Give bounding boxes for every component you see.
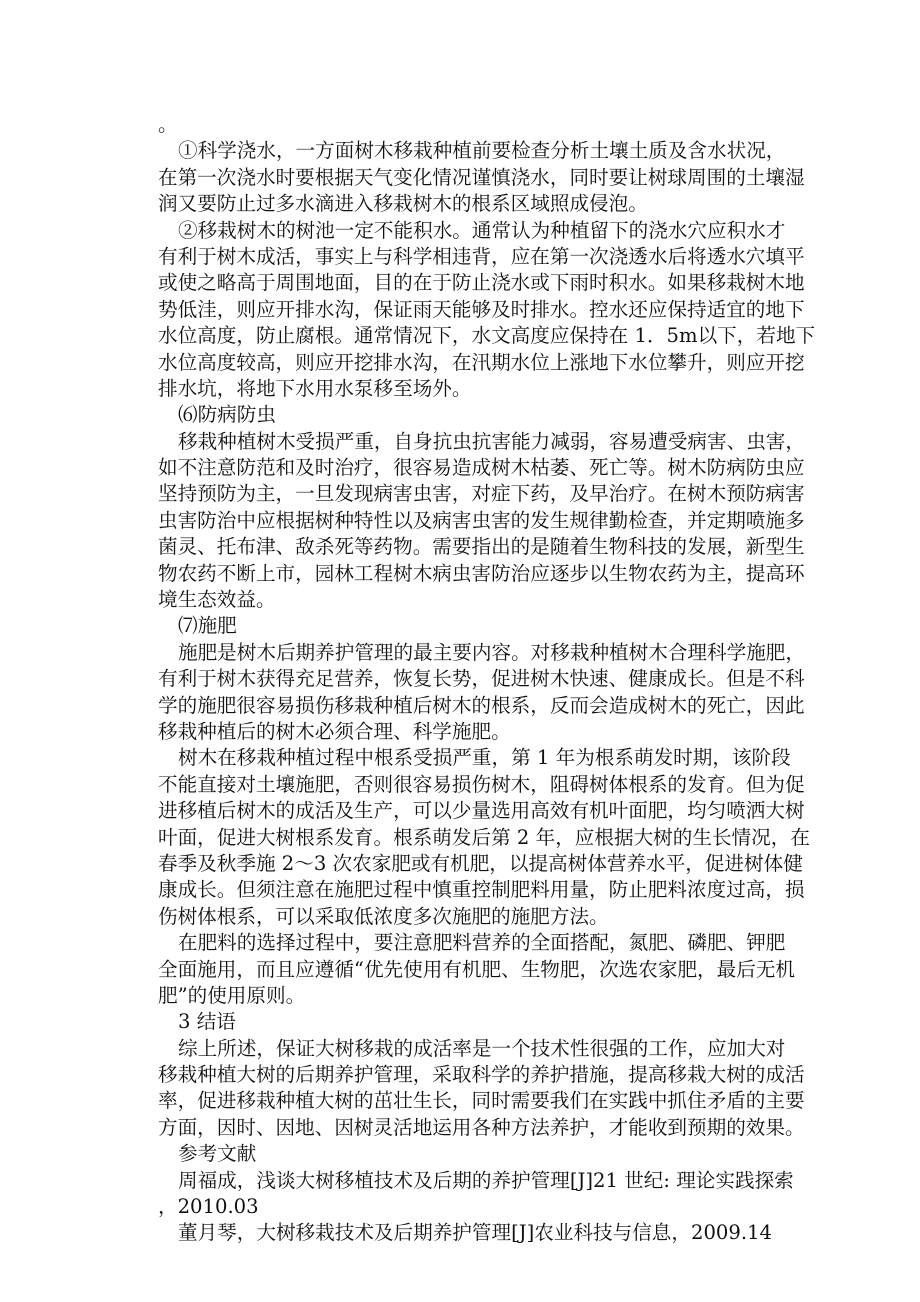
text-line: 有利于树木获得充足营养，恢复长势，促进树木快速、健康成长。但是不科 (158, 667, 805, 691)
text-line: 全面施用，而且应遵循“优先使用有机肥、生物肥，次选农家肥，最后无机 (158, 957, 796, 981)
section-heading: ⑺施肥 (178, 614, 237, 638)
section-heading: ⑹防病防虫 (178, 403, 276, 427)
text-line: 率，促进移栽种植大树的茁壮生长，同时需要我们在实践中抓住矛盾的主要 (158, 1089, 805, 1113)
text-line: 物农药不断上市，园林工程树木病虫害防治应逐步以生物农药为主，提高环 (158, 561, 805, 585)
text-line: 叶面，促进大树根系发育。根系萌发后第 2 年，应根据大树的生长情况，在 (158, 825, 810, 849)
text-line: 菌灵、托布津、敌杀死等药物。需要指出的是随着生物科技的发展，新型生 (158, 535, 805, 559)
text-line: 水位高度较高，则应开挖排水沟，在汛期水位上涨地下水位攀升，则应开挖 (158, 350, 805, 374)
text-line: 有利于树木成活，事实上与科学相违背，应在第一次浇透水后将透水穴填平 (158, 244, 805, 268)
text-line: 水位高度，防止腐根。通常情况下，水文高度应保持在 1．5m以下，若地下 (158, 324, 816, 348)
text-line: 方面，因时、因地、因树灵活地运用各种方法养护，才能收到预期的效果。 (158, 1115, 805, 1139)
paragraph-first-line: ②移栽树木的树池一定不能积水。通常认为种植留下的浇水穴应积水才 (178, 218, 786, 242)
text-line: 移栽种植大树的后期养护管理，采取科学的养护措施，提高移栽大树的成活 (158, 1063, 805, 1087)
text-line: 伤树体根系，可以采取低浓度多次施肥的施肥方法。 (158, 904, 609, 928)
text-line: 如不注意防范和及时治疗，很容易造成树木枯萎、死亡等。树木防病防虫应 (158, 456, 805, 480)
paragraph-first-line: 移栽种植树木受损严重，自身抗虫抗害能力减弱，容易遭受病害、虫害， (178, 429, 805, 453)
paragraph-first-line: 施肥是树木后期养护管理的最主要内容。对移栽种植树木合理科学施肥， (178, 640, 805, 664)
reference-item: 周福成，浅谈大树移植技术及后期的养护管理[J]21 世纪: 理论实践探索 (178, 1168, 794, 1192)
text-line: 移栽种植后的树木必须合理、科学施肥。 (158, 719, 511, 743)
references-heading: 参考文献 (178, 1142, 257, 1166)
text-line: 润又要防止过多水滴进入移栽树木的根系区域照成侵泡。 (158, 192, 648, 216)
paragraph-first-line: 在肥料的选择过程中，要注意肥料营养的全面搭配，氮肥、磷肥、钾肥 (178, 931, 786, 955)
paragraph-first-line: 树木在移栽种植过程中根系受损严重，第 1 年为根系萌发时期，该阶段 (178, 746, 791, 770)
text-line: 春季及秋季施 2～3 次农家肥或有机肥，以提高树体营养水平，促进树体健 (158, 851, 803, 875)
text-line: 坚持预防为主，一旦发现病害虫害，对症下药，及早治疗。在树木预防病害 (158, 482, 805, 506)
text-line: 学的施肥很容易损伤移栽种植后树木的根系，反而会造成树木的死亡，因此 (158, 693, 805, 717)
text-line: 境生态效益。 (158, 588, 276, 612)
paragraph-first-line: ①科学浇水，一方面树木移栽种植前要检查分析土壤土质及含水状况， (178, 139, 786, 163)
paragraph-first-line: 综上所述，保证大树移栽的成活率是一个技术性很强的工作，应加大对 (178, 1036, 786, 1060)
text-line: 进移植后树木的成活及生产，可以少量选用高效有机叶面肥，均匀喷洒大树 (158, 799, 805, 823)
document-body (158, 112, 816, 1247)
reference-item: 董月琴，大树移栽技术及后期养护管理[J]农业科技与信息，2009.14 (178, 1221, 773, 1245)
text-line: 势低洼，则应开排水沟，保证雨天能够及时排水。控水还应保持适宜的地下 (158, 297, 805, 321)
text-line: 虫害防治中应根据树种特性以及病害虫害的发生规律勤检查，并定期喷施多 (158, 508, 805, 532)
text-line: 不能直接对土壤施肥，否则很容易损伤树木，阻碍树体根系的发育。但为促 (158, 772, 805, 796)
text-line: 康成长。但须注意在施肥过程中慎重控制肥料用量，防止肥料浓度过高，损 (158, 878, 805, 902)
text-line: 排水坑，将地下水用水泵移至场外。 (158, 376, 472, 400)
text-line: 或使之略高于周围地面，目的在于防止浇水或下雨时积水。如果移栽树木地 (158, 271, 805, 295)
text-line: 肥”的使用原则。 (158, 983, 306, 1007)
text-line: 。 (158, 113, 178, 136)
reference-item-continuation: ，2010.03 (158, 1195, 259, 1219)
text-line: 在第一次浇水时要根据天气变化情况谨慎浇水，同时要让树球周围的土壤湿 (158, 165, 805, 189)
section-heading: 3 结语 (178, 1010, 236, 1034)
